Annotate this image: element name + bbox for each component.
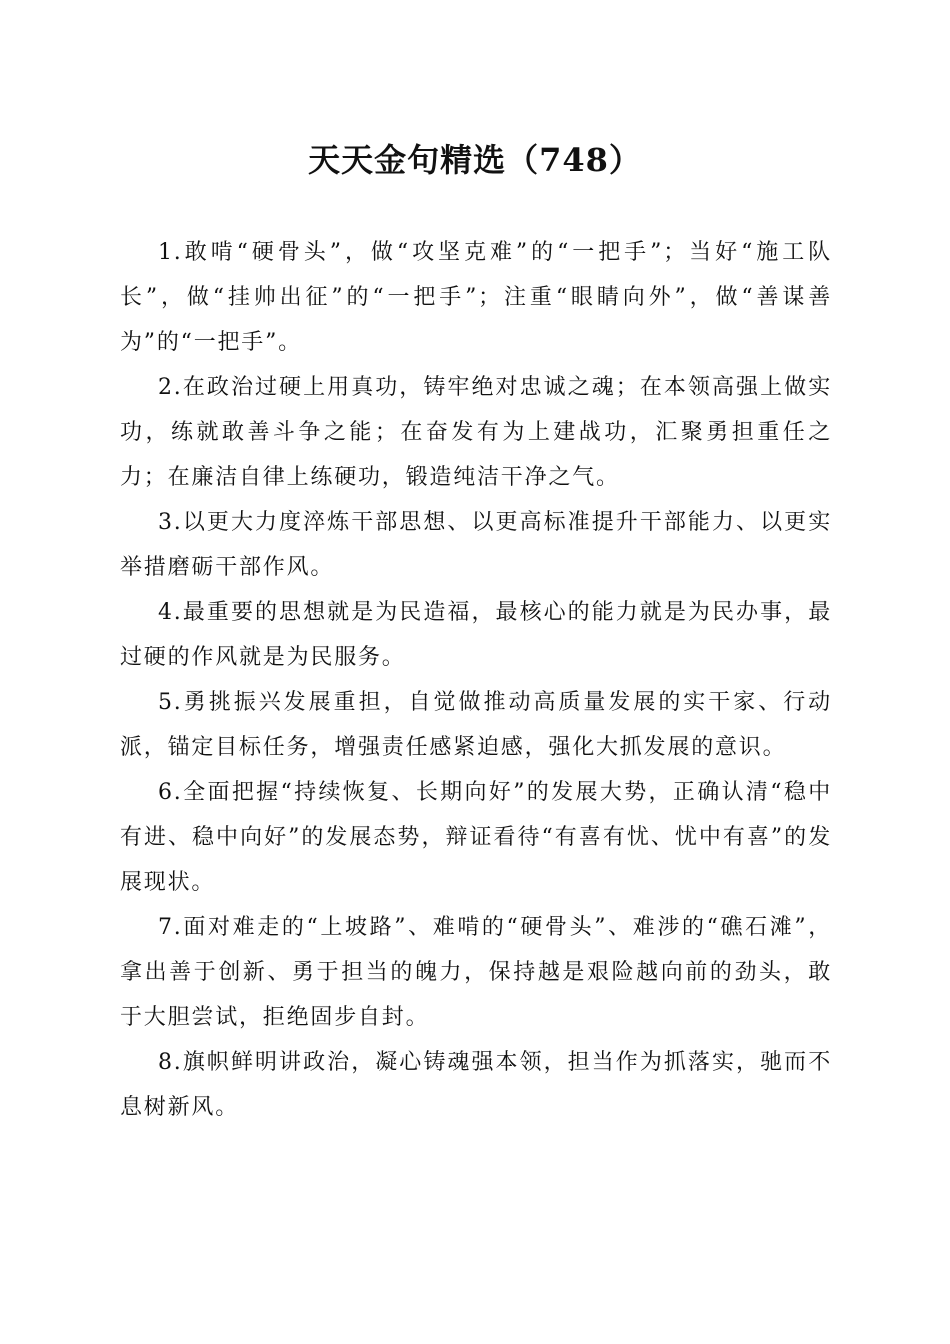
quote-list [120, 230, 832, 1130]
quote-paragraph-1: 1.敢啃“硬骨头”，做“攻坚克难”的“一把手”；当好“施工队长”，做“挂帅出征”的“一把手”；注重“眼睛向外”，做“善谋善为”的“一把手”。 [120, 240, 832, 355]
quote-paragraph-8: 8.旗帜鲜明讲政治，凝心铸魂强本领，担当作为抓落实，驰而不息树新风。 [120, 1050, 832, 1120]
quote-paragraph-3: 3.以更大力度淬炼干部思想、以更高标准提升干部能力、以更实举措磨砺干部作风。 [120, 510, 832, 580]
page-title: 天天金句精选（748） [308, 141, 642, 179]
quote-paragraph-7: 7.面对难走的“上坡路”、难啃的“硬骨头”、难涉的“礁石滩”，拿出善于创新、勇于担当的魄力，保持越是艰险越向前的劲头，敢于大胆尝试，拒绝固步自封。 [120, 915, 832, 1030]
quote-paragraph-4: 4.最重要的思想就是为民造福，最核心的能力就是为民办事，最过硬的作风就是为民服务。 [120, 600, 832, 670]
quote-paragraph-5: 5.勇挑振兴发展重担，自觉做推动高质量发展的实干家、行动派，锚定目标任务，增强责任感紧迫感，强化大抓发展的意识。 [120, 690, 832, 760]
quote-paragraph-2: 2.在政治过硬上用真功，铸牢绝对忠诚之魂；在本领高强上做实功，练就敢善斗争之能；在奋发有为上建战功，汇聚勇担重任之力；在廉洁自律上练硬功，锻造纯洁干净之气。 [120, 375, 832, 490]
quote-paragraph-6: 6.全面把握“持续恢复、长期向好”的发展大势，正确认清“稳中有进、稳中向好”的发展态势，辩证看待“有喜有忧、忧中有喜”的发展现状。 [120, 780, 832, 895]
